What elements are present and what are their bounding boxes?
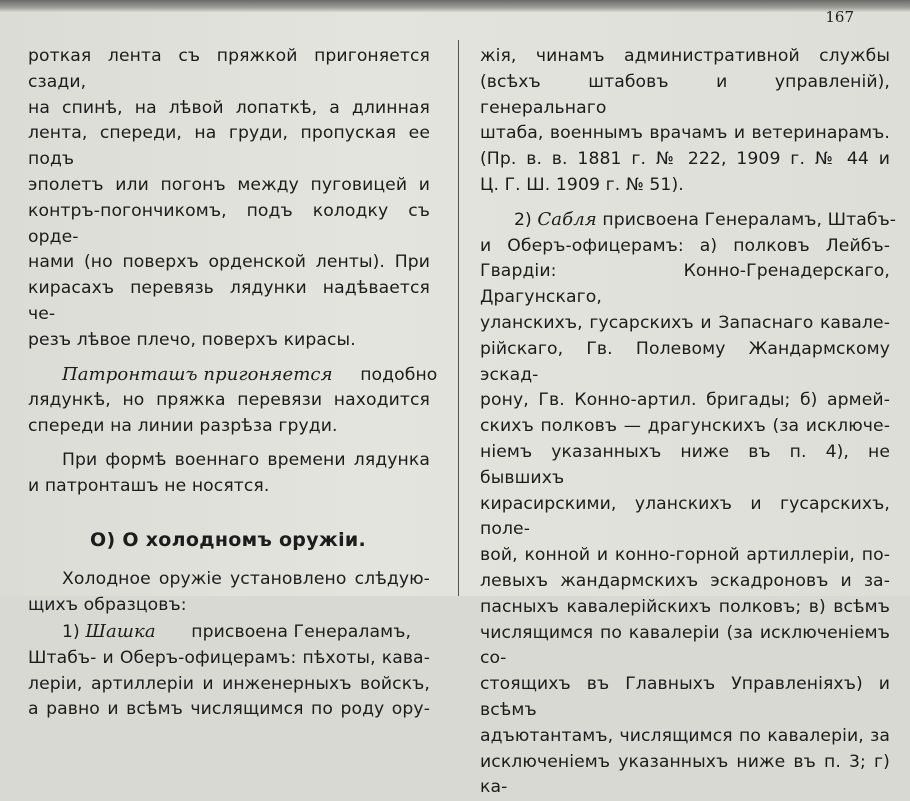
text-line: адъютантамъ, числящимся по кавалерiи, за	[480, 725, 890, 746]
text-line: лерiи, артиллерiи и инженерныхъ войскъ,	[28, 673, 430, 694]
scan-edge	[0, 0, 910, 12]
term-patrontash: Патронташъ пригоняется	[62, 363, 333, 385]
text-line: жiя, чинамъ административной службы	[480, 46, 890, 66]
text-line: Штабъ- и Оберъ-офицерамъ: пѣхоты, кава-	[28, 647, 430, 668]
text-line: скихъ полковъ — драгунскихъ (за исключе-	[480, 416, 890, 437]
text-line: и Оберъ-офицерамъ: а) полковъ Лейбъ-	[480, 235, 890, 256]
text-line: штаба, военнымъ врачамъ и ветеринарамъ.	[480, 123, 890, 144]
term-shashka: Шашка	[85, 620, 156, 642]
text-fragment: подобно	[354, 364, 438, 385]
text-line: Холодное оружiе установлено слѣдую-	[62, 569, 430, 590]
text-line: исключенiемъ указанныхъ ниже въ п. 3; г) ка-	[480, 751, 890, 798]
text-line: на спинѣ, на лѣвой лопаткѣ, а длинная	[28, 97, 430, 118]
text-line: а равно и всѣмъ числящимся по роду ору-	[28, 699, 430, 720]
right-paragraph-2	[480, 207, 897, 801]
text-line: пасныхъ кавалерiйскихъ полковъ; в) всѣмъ	[480, 596, 890, 617]
text-line	[28, 362, 438, 389]
left-paragraph-5	[28, 619, 430, 723]
column-divider	[458, 40, 459, 596]
text-line	[28, 619, 430, 646]
text-line: При формѣ военнаго времени лядунка	[62, 449, 430, 470]
text-line: кирасахъ перевязь лядунки надѣвается че-	[28, 278, 430, 324]
text-line: лента, спереди, на груди, пропуская ее подъ	[28, 123, 430, 170]
text-line: уланскихъ, гусарскихъ и Запаснаго кавале-	[480, 312, 890, 333]
left-column	[28, 44, 438, 723]
text-line: рону, Гв. Конно-артил. бригады; б) армей-	[480, 390, 890, 411]
text-line: щихъ образцовъ:	[28, 595, 187, 616]
right-paragraph-1	[480, 44, 890, 199]
left-paragraph-1	[28, 44, 430, 354]
text-fragment: присвоена Генераламъ, Штабъ-	[596, 209, 897, 230]
text-fragment: присвоена Генераламъ,	[185, 621, 412, 642]
text-line: нiемъ указанныхъ ниже въ п. 4), не бывшихъ	[480, 441, 890, 488]
item-number: 2)	[514, 209, 532, 230]
text-line: вой, конной и конно-горной артиллерiи, по-	[480, 545, 890, 566]
left-paragraph-4	[28, 567, 430, 619]
text-line: контръ-погончикомъ, подъ колодку съ орде-	[28, 200, 430, 247]
text-line: кирасирскими, уланскихъ и гусарскихъ, поле-	[480, 493, 890, 540]
right-column	[480, 44, 897, 801]
page-number: 167	[825, 8, 854, 26]
left-paragraph-3	[28, 448, 430, 500]
text-line: Гвардiи: Конно-Гренадерскаго, Драгунскаго,	[480, 261, 890, 308]
text-line: резъ лѣвое плечо, поверхъ кирасы.	[28, 329, 356, 350]
text-line: (Пр. в. в. 1881 г. № 222, 1909 г. № 44 и	[480, 149, 890, 170]
text-line: и патронташъ не носятся.	[28, 475, 270, 496]
term-sablya: Сабля	[537, 208, 597, 230]
text-line: стоящихъ въ Главныхъ Управленiяхъ) и всѣмъ	[480, 674, 890, 720]
section-heading: О) О холодномъ оружiи.	[90, 528, 367, 551]
item-number: 1)	[62, 621, 80, 642]
text-line: эполетъ или погонъ между пуговицей и	[28, 174, 430, 195]
text-line: рiйскаго, Гв. Полевому Жандармскому эскад-	[480, 338, 890, 385]
text-line: числящимся по кавалерiи (за исключенiемъ со-	[480, 622, 890, 669]
text-line: роткая лента съ пряжкой пригоняется сзади,	[28, 46, 430, 92]
text-line: (всѣхъ штабовъ и управленiй), генеральнаго	[480, 71, 890, 118]
left-paragraph-2	[28, 362, 438, 440]
text-line	[480, 207, 897, 234]
text-line: лядункѣ, но пряжка перевязи находится	[28, 390, 430, 411]
text-line: Ц. Г. Ш. 1909 г. № 51).	[480, 174, 684, 195]
text-line: левыхъ жандармскихъ эскадроновъ и за-	[480, 570, 890, 591]
text-line: спереди на линии разрѣза груди.	[28, 416, 338, 437]
text-line: нами (но поверхъ орденской ленты). При	[28, 252, 430, 273]
